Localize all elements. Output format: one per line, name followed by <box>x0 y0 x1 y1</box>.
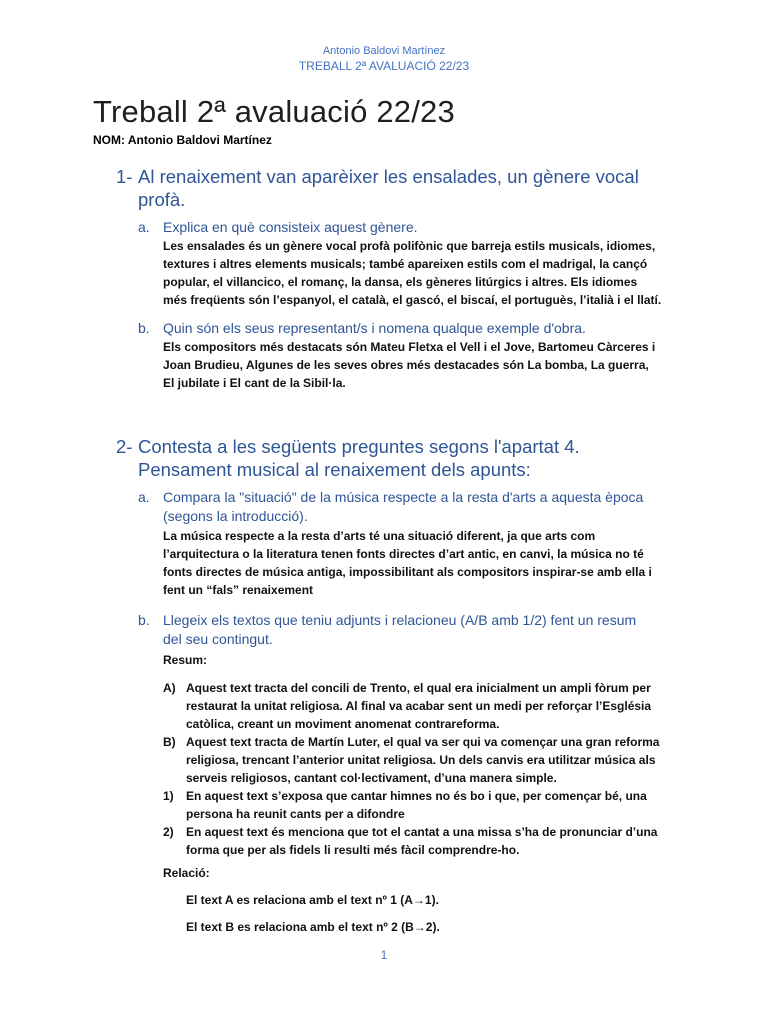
question-1b <box>138 319 658 338</box>
question-2b <box>138 611 658 649</box>
list-item-text: Aquest text tracta del concili de Trento, el qual era inicialment un ampli fòrum per restaurat la unitat religiosa. Al final va acabar sent un medi per reforçar l’Església catòlica, creant un moviment anomenat contrareforma. <box>186 681 652 731</box>
list-item <box>163 823 673 859</box>
question-2 <box>116 435 676 481</box>
question-2a-text: Compara la "situació" de la música respecte a la resta d'arts a aquesta època (segons la introducció). <box>163 489 644 524</box>
question-1a <box>138 218 658 237</box>
list-item-marker: A) <box>163 681 176 695</box>
list-item <box>163 787 673 823</box>
document-title: Treball 2ª avaluació 22/23 <box>93 94 455 129</box>
relation-item: El text A es relaciona amb el text nº 1 (A→1). <box>186 893 439 907</box>
answer-1a: Les ensalades és un gènere vocal profà polifònic que barreja estils musicals, idiomes, textures i altres elements musicals; també apareixen estils com el madrigal, la cançó popular, el villancico, el romanç, la dansa, els gèneres litúrgics i altres. Els idiomes més freqüents són l’espanyol, el català, el gascó, el biscaí, el portuguès, l’italià i el llatí. <box>163 239 662 307</box>
question-2-number: 2- <box>116 436 133 457</box>
list-item-text: En aquest text és menciona que tot el cantat a una missa s’ha de pronunciar d’una forma que per als fidels li resulti més fàcil comprendre-ho. <box>186 825 658 857</box>
resum-label: Resum: <box>163 653 208 667</box>
question-2b-text: Llegeix els textos que teniu adjunts i relacioneu (A/B amb 1/2) fent un resum del seu contingut. <box>163 612 637 647</box>
page-header <box>0 44 768 73</box>
question-1b-text: Quin són els seus representant/s i nomena qualque exemple d'obra. <box>163 320 586 336</box>
list-item-text: En aquest text s’exposa que cantar himnes no és bo i que, per començar bé, una persona ha reunit cants per a difondre <box>186 789 647 821</box>
question-2a-letter: a. <box>138 489 150 505</box>
answer-2a: La música respecte a la resta d’arts té una situació diferent, ja que arts com l’arquitectura o la literatura tenen fonts directes d’art antic, en canvi, la música no té fonts directes de música antiga, impossibilitant als compositors inspirar-se amb ella i fent un “fals” renaixement <box>163 529 652 597</box>
question-2b-letter: b. <box>138 612 150 628</box>
question-1 <box>116 165 676 211</box>
answer-1b: Els compositors més destacats són Mateu Fletxa el Vell i el Jove, Bartomeu Càrceres i Joan Brudieu, Algunes de les seves obres més destacades són La bomba, La guerra, El jubilate i El cant de la Sibil·la. <box>163 340 656 390</box>
relacio-label: Relació: <box>163 866 210 880</box>
list-item <box>163 679 673 733</box>
header-doc-title: TREBALL 2ª AVALUACIÓ 22/23 <box>298 59 470 73</box>
list-item <box>163 733 673 787</box>
list-item-text: Aquest text tracta de Martín Luter, el qual va ser qui va començar una gran reforma religiosa, trencant l’anterior unitat religiosa. Un dels canvis era utilitzar música als serveis religiosos, cantant col·lectivament, d’una manera simple. <box>186 735 660 785</box>
list-item-marker: 1) <box>163 789 174 803</box>
header-author: Antonio Baldovi Martínez <box>322 45 446 57</box>
question-1-text: Al renaixement van aparèixer les ensalades, un gènere vocal profà. <box>138 166 639 210</box>
question-1b-letter: b. <box>138 320 150 336</box>
summary-list <box>163 679 673 859</box>
student-name: NOM: Antonio Baldovi Martínez <box>93 133 272 147</box>
relation-item: El text B es relaciona amb el text nº 2 (B→2). <box>186 920 440 934</box>
question-1-number: 1- <box>116 166 133 187</box>
question-1a-text: Explica en què consisteix aquest gènere. <box>163 219 418 235</box>
question-1a-letter: a. <box>138 219 150 235</box>
list-item-marker: B) <box>163 735 176 749</box>
question-2a <box>138 488 658 526</box>
list-item-marker: 2) <box>163 825 174 839</box>
question-2-text: Contesta a les següents preguntes segons l'apartat 4. Pensament musical al renaixement dels apunts: <box>138 436 580 480</box>
page-number: 1 <box>380 948 388 962</box>
